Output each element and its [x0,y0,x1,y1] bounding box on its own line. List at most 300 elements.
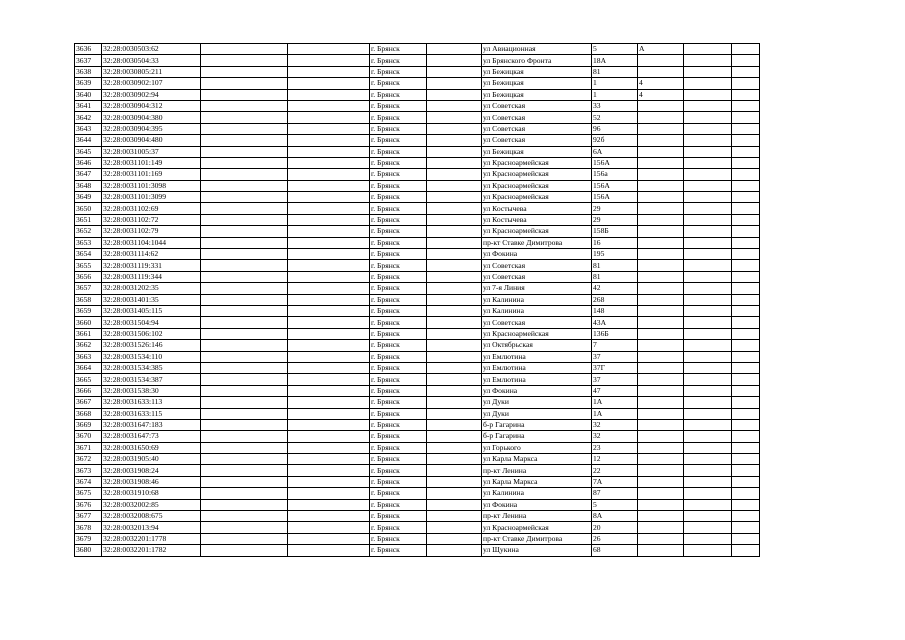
city-cell: г. Брянск [370,419,427,430]
table-row [75,545,760,556]
table-row [75,476,760,487]
empty-cell [201,442,288,453]
city-cell: г. Брянск [370,465,427,476]
empty-cell [684,78,732,89]
empty-cell [288,66,370,77]
empty-cell [732,169,760,180]
cadastral-number-cell: 32:28:0031102:69 [102,203,201,214]
empty-cell [288,499,370,510]
empty-cell [288,146,370,157]
empty-cell [732,340,760,351]
cadastral-number-cell: 32:28:0031405:115 [102,305,201,316]
cadastral-number-cell: 32:28:0031534:387 [102,374,201,385]
row-number-cell: 3649 [75,192,102,203]
row-number-cell: 3666 [75,385,102,396]
house-number-cell: 158Б [592,226,638,237]
empty-cell [684,476,732,487]
city-cell: г. Брянск [370,454,427,465]
house-number-cell: 18А [592,55,638,66]
street-cell: ул Советская [482,317,592,328]
cadastral-number-cell: 32:28:0030902:107 [102,78,201,89]
empty-cell [684,465,732,476]
row-number-cell: 3639 [75,78,102,89]
empty-cell [684,249,732,260]
building-cell [638,362,684,373]
house-number-cell: 32 [592,431,638,442]
empty-cell [288,78,370,89]
cadastral-number-cell: 32:28:0032201:1782 [102,545,201,556]
building-cell [638,419,684,430]
empty-cell [427,317,482,328]
row-number-cell: 3679 [75,533,102,544]
cadastral-number-cell: 32:28:0030904:380 [102,112,201,123]
empty-cell [732,488,760,499]
empty-cell [288,305,370,316]
building-cell [638,283,684,294]
city-cell: г. Брянск [370,44,427,55]
building-cell [638,545,684,556]
empty-cell [288,214,370,225]
empty-cell [732,112,760,123]
empty-cell [732,408,760,419]
empty-cell [288,157,370,168]
row-number-cell: 3660 [75,317,102,328]
city-cell: г. Брянск [370,169,427,180]
city-cell: г. Брянск [370,237,427,248]
row-number-cell: 3655 [75,260,102,271]
street-cell: ул Советская [482,100,592,111]
empty-cell [684,203,732,214]
table-row [75,66,760,77]
table-row [75,55,760,66]
building-cell [638,169,684,180]
table-row [75,431,760,442]
empty-cell [427,89,482,100]
empty-cell [732,44,760,55]
building-cell [638,100,684,111]
empty-cell [732,237,760,248]
empty-cell [427,123,482,134]
house-number-cell: 8А [592,511,638,522]
empty-cell [288,112,370,123]
empty-cell [427,454,482,465]
house-number-cell: 195 [592,249,638,260]
empty-cell [732,442,760,453]
empty-cell [288,533,370,544]
empty-cell [732,533,760,544]
city-cell: г. Брянск [370,55,427,66]
building-cell: 4 [638,89,684,100]
city-cell: г. Брянск [370,511,427,522]
empty-cell [201,454,288,465]
city-cell: г. Брянск [370,100,427,111]
table-row [75,135,760,146]
building-cell [638,55,684,66]
table-row [75,89,760,100]
empty-cell [201,465,288,476]
cadastral-number-cell: 32:28:0031101:149 [102,157,201,168]
cadastral-number-cell: 32:28:0030805:211 [102,66,201,77]
empty-cell [427,362,482,373]
city-cell: г. Брянск [370,362,427,373]
building-cell [638,374,684,385]
empty-cell [732,78,760,89]
empty-cell [732,249,760,260]
building-cell [638,499,684,510]
empty-cell [288,465,370,476]
empty-cell [288,203,370,214]
row-number-cell: 3652 [75,226,102,237]
street-cell: ул Брянского Фронта [482,55,592,66]
empty-cell [684,169,732,180]
empty-cell [201,328,288,339]
street-cell: пр-кт Ленина [482,511,592,522]
row-number-cell: 3659 [75,305,102,316]
empty-cell [288,442,370,453]
city-cell: г. Брянск [370,294,427,305]
building-cell [638,465,684,476]
table-row [75,374,760,385]
empty-cell [288,511,370,522]
empty-cell [288,100,370,111]
building-cell [638,408,684,419]
empty-cell [732,271,760,282]
empty-cell [288,385,370,396]
street-cell: ул Авиационная [482,44,592,55]
empty-cell [288,260,370,271]
empty-cell [201,123,288,134]
empty-cell [427,294,482,305]
empty-cell [732,180,760,191]
row-number-cell: 3646 [75,157,102,168]
house-number-cell: 156А [592,180,638,191]
empty-cell [288,419,370,430]
row-number-cell: 3651 [75,214,102,225]
table-row [75,180,760,191]
house-number-cell: 81 [592,260,638,271]
building-cell [638,226,684,237]
city-cell: г. Брянск [370,397,427,408]
empty-cell [684,454,732,465]
empty-cell [288,226,370,237]
city-cell: г. Брянск [370,271,427,282]
empty-cell [288,362,370,373]
empty-cell [684,237,732,248]
cadastral-number-cell: 32:28:0031101:169 [102,169,201,180]
table-row [75,294,760,305]
table-row [75,362,760,373]
empty-cell [201,488,288,499]
street-cell: ул Емлютина [482,362,592,373]
empty-cell [201,476,288,487]
house-number-cell: 29 [592,203,638,214]
empty-cell [427,340,482,351]
city-cell: г. Брянск [370,476,427,487]
building-cell [638,112,684,123]
empty-cell [201,157,288,168]
empty-cell [288,317,370,328]
empty-cell [684,351,732,362]
building-cell [638,533,684,544]
empty-cell [732,545,760,556]
cadastral-number-cell: 32:28:0031114:62 [102,249,201,260]
empty-cell [732,89,760,100]
cadastral-number-cell: 32:28:0031650:69 [102,442,201,453]
house-number-cell: 92б [592,135,638,146]
city-cell: г. Брянск [370,488,427,499]
empty-cell [427,374,482,385]
street-cell: ул Калинина [482,488,592,499]
empty-cell [427,488,482,499]
house-number-cell: 1А [592,397,638,408]
empty-cell [427,305,482,316]
empty-cell [427,249,482,260]
table-row [75,511,760,522]
empty-cell [201,226,288,237]
cadastral-number-cell: 32:28:0031504:94 [102,317,201,328]
empty-cell [288,169,370,180]
house-number-cell: 81 [592,271,638,282]
row-number-cell: 3647 [75,169,102,180]
empty-cell [288,397,370,408]
cadastral-number-cell: 32:28:0031633:113 [102,397,201,408]
empty-cell [684,328,732,339]
table-row [75,237,760,248]
cadastral-number-cell: 32:28:0031104:1044 [102,237,201,248]
row-number-cell: 3664 [75,362,102,373]
house-number-cell: 148 [592,305,638,316]
city-cell: г. Брянск [370,157,427,168]
empty-cell [201,499,288,510]
house-number-cell: 12 [592,454,638,465]
building-cell [638,385,684,396]
table-row [75,203,760,214]
cadastral-number-cell: 32:28:0031534:385 [102,362,201,373]
empty-cell [427,237,482,248]
table-row [75,123,760,134]
row-number-cell: 3656 [75,271,102,282]
street-cell: ул Горького [482,442,592,453]
city-cell: г. Брянск [370,66,427,77]
cadastral-number-cell: 32:28:0031908:46 [102,476,201,487]
building-cell [638,203,684,214]
row-number-cell: 3640 [75,89,102,100]
house-number-cell: 96 [592,123,638,134]
empty-cell [201,146,288,157]
empty-cell [427,214,482,225]
row-number-cell: 3665 [75,374,102,385]
cadastral-number-cell: 32:28:0031647:183 [102,419,201,430]
empty-cell [732,419,760,430]
house-number-cell: 42 [592,283,638,294]
empty-cell [427,44,482,55]
row-number-cell: 3645 [75,146,102,157]
empty-cell [201,419,288,430]
city-cell: г. Брянск [370,249,427,260]
empty-cell [288,351,370,362]
street-cell: ул Советская [482,271,592,282]
empty-cell [684,157,732,168]
table-row [75,385,760,396]
empty-cell [732,203,760,214]
empty-cell [732,522,760,533]
cadastral-number-cell: 32:28:0030902:94 [102,89,201,100]
empty-cell [732,260,760,271]
empty-cell [427,408,482,419]
table-row [75,305,760,316]
empty-cell [201,340,288,351]
empty-cell [201,237,288,248]
building-cell [638,476,684,487]
empty-cell [201,511,288,522]
table-row [75,100,760,111]
house-number-cell: 33 [592,100,638,111]
empty-cell [288,545,370,556]
city-cell: г. Брянск [370,328,427,339]
city-cell: г. Брянск [370,385,427,396]
empty-cell [288,249,370,260]
empty-cell [201,112,288,123]
building-cell [638,135,684,146]
empty-cell [684,408,732,419]
table-row [75,533,760,544]
empty-cell [732,351,760,362]
empty-cell [288,123,370,134]
street-cell: пр-кт Ленина [482,465,592,476]
row-number-cell: 3644 [75,135,102,146]
empty-cell [427,78,482,89]
table-row [75,112,760,123]
building-cell [638,442,684,453]
cadastral-number-cell: 32:28:0031119:344 [102,271,201,282]
empty-cell [732,328,760,339]
building-cell [638,123,684,134]
cadastral-number-cell: 32:28:0030904:480 [102,135,201,146]
empty-cell [684,522,732,533]
empty-cell [732,499,760,510]
empty-cell [288,328,370,339]
empty-cell [288,476,370,487]
cadastral-number-cell: 32:28:0031534:110 [102,351,201,362]
house-number-cell: 1 [592,78,638,89]
empty-cell [201,374,288,385]
table-row [75,78,760,89]
empty-cell [427,351,482,362]
cadastral-number-cell: 32:28:0030904:312 [102,100,201,111]
city-cell: г. Брянск [370,260,427,271]
building-cell [638,522,684,533]
empty-cell [684,545,732,556]
row-number-cell: 3648 [75,180,102,191]
table-row [75,192,760,203]
cadastral-number-cell: 32:28:0031647:73 [102,431,201,442]
city-cell: г. Брянск [370,135,427,146]
city-cell: г. Брянск [370,203,427,214]
street-cell: ул Красноармейская [482,180,592,191]
building-cell [638,328,684,339]
empty-cell [684,214,732,225]
empty-cell [201,66,288,77]
house-number-cell: 81 [592,66,638,77]
empty-cell [201,180,288,191]
empty-cell [684,123,732,134]
house-number-cell: 22 [592,465,638,476]
empty-cell [732,66,760,77]
empty-cell [427,533,482,544]
empty-cell [288,488,370,499]
cadastral-number-cell: 32:28:0031005:37 [102,146,201,157]
building-cell: 4 [638,78,684,89]
cadastral-number-cell: 32:28:0031101:3099 [102,192,201,203]
empty-cell [732,397,760,408]
street-cell: ул Фокина [482,385,592,396]
empty-cell [201,317,288,328]
empty-cell [732,385,760,396]
building-cell [638,340,684,351]
cadastral-number-cell: 32:28:0031119:331 [102,260,201,271]
empty-cell [732,317,760,328]
empty-cell [732,431,760,442]
empty-cell [684,66,732,77]
empty-cell [427,112,482,123]
street-cell: пр-кт Ставке Димитрова [482,533,592,544]
cadastral-number-cell: 32:28:0032013:94 [102,522,201,533]
street-cell: ул Калинина [482,294,592,305]
table-row [75,157,760,168]
table-row [75,522,760,533]
house-number-cell: 87 [592,488,638,499]
empty-cell [427,476,482,487]
table-row [75,317,760,328]
street-cell: ул Костычева [482,203,592,214]
street-cell: ул Карла Маркса [482,476,592,487]
empty-cell [684,317,732,328]
building-cell [638,271,684,282]
cadastral-number-cell: 32:28:0031102:72 [102,214,201,225]
row-number-cell: 3670 [75,431,102,442]
street-cell: ул Октябрьская [482,340,592,351]
row-number-cell: 3658 [75,294,102,305]
empty-cell [732,157,760,168]
empty-cell [288,283,370,294]
empty-cell [427,328,482,339]
empty-cell [732,123,760,134]
empty-cell [684,431,732,442]
street-cell: ул Бежицкая [482,146,592,157]
building-cell [638,488,684,499]
empty-cell [288,408,370,419]
building-cell [638,351,684,362]
table-row [75,271,760,282]
street-cell: ул Бежицкая [482,89,592,100]
empty-cell [732,100,760,111]
empty-cell [288,374,370,385]
empty-cell [288,44,370,55]
street-cell: ул Дуки [482,408,592,419]
cadastral-number-cell: 32:28:0031401:35 [102,294,201,305]
house-number-cell: 37Г [592,362,638,373]
table-row [75,328,760,339]
row-number-cell: 3637 [75,55,102,66]
empty-cell [732,146,760,157]
empty-cell [427,192,482,203]
street-cell: ул Щукина [482,545,592,556]
table-row [75,419,760,430]
empty-cell [201,271,288,282]
street-cell: ул Советская [482,135,592,146]
cadastral-number-cell: 32:28:0032008:675 [102,511,201,522]
row-number-cell: 3641 [75,100,102,111]
